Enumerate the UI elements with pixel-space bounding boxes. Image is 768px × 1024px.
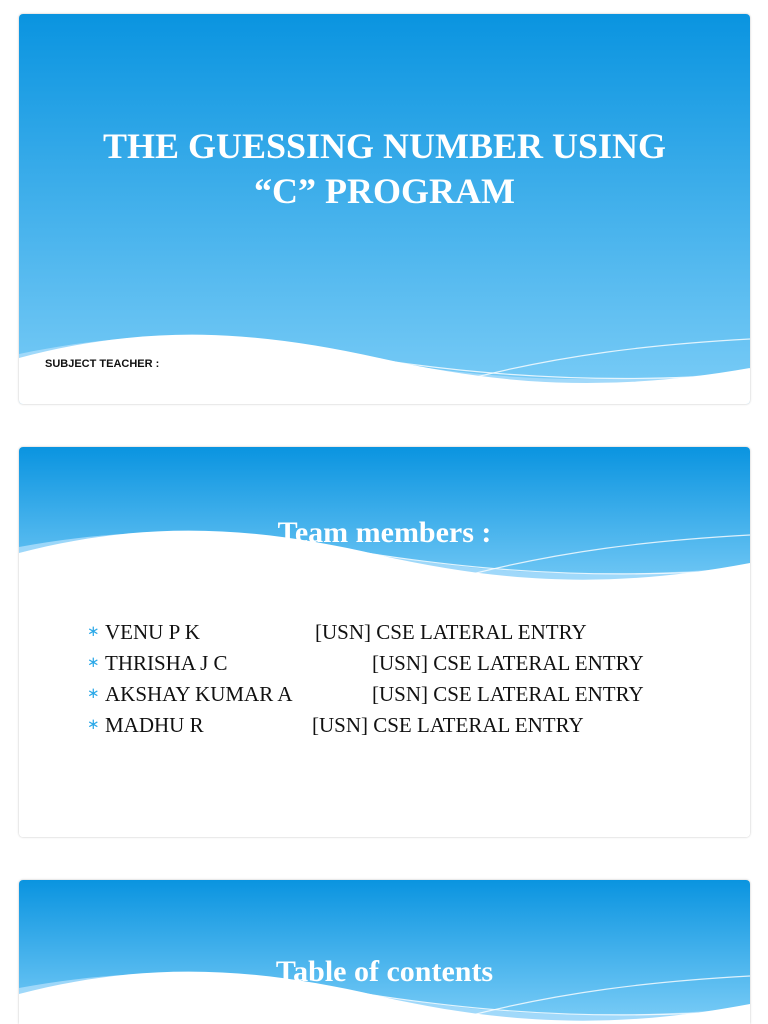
member-info: [USN] CSE LATERAL ENTRY <box>372 682 644 706</box>
title-line-2: “C” PROGRAM <box>254 171 515 211</box>
asterisk-bullet-icon: ∗ <box>87 624 100 640</box>
title-line-1: THE GUESSING NUMBER USING <box>102 126 667 166</box>
member-name: AKSHAY KUMAR A <box>105 682 293 706</box>
asterisk-bullet-icon: ∗ <box>87 686 100 702</box>
member-info: [USN] CSE LATERAL ENTRY <box>372 651 644 675</box>
presentation-title <box>19 124 750 214</box>
asterisk-bullet-icon: ∗ <box>87 717 100 733</box>
table-of-contents-heading: Table of contents <box>275 955 494 988</box>
member-name: MADHU R <box>105 713 204 737</box>
member-name: VENU P K <box>105 620 200 644</box>
table-of-contents-slide[interactable] <box>19 880 750 1024</box>
member-info: [USN] CSE LATERAL ENTRY <box>315 620 587 644</box>
asterisk-bullet-icon: ∗ <box>87 655 100 671</box>
subject-teacher-label: SUBJECT TEACHER : <box>45 358 160 370</box>
team-members-slide[interactable] <box>19 447 750 837</box>
slide-background <box>19 880 750 1024</box>
member-name: THRISHA J C <box>105 651 228 675</box>
team-members-heading: Team members : <box>277 516 492 549</box>
member-info: [USN] CSE LATERAL ENTRY <box>312 713 584 737</box>
title-slide[interactable] <box>19 14 750 404</box>
